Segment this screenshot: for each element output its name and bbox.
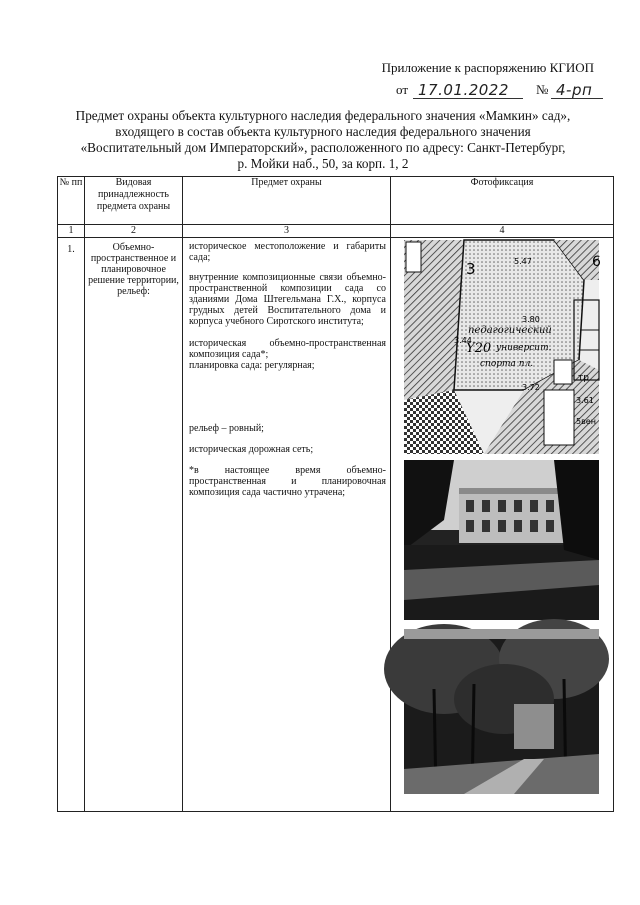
column-number-row — [58, 225, 614, 238]
title-line: входящего в состав объекта культурного наследия федерального значения — [115, 124, 531, 139]
appendix-caption: Приложение к распоряжению КГИОП — [381, 60, 594, 75]
header-kind: Видовая принадлежность предмета охраны — [85, 177, 183, 225]
map-label: 5вен — [576, 417, 596, 426]
header-row — [58, 177, 614, 225]
garden-photo — [404, 629, 599, 794]
subject-item: историческая дорожная сеть; — [189, 444, 314, 455]
order-line — [396, 80, 606, 102]
subject-item: историческое местоположение и габариты сада; — [189, 241, 386, 263]
garden-photo-drawing — [404, 629, 599, 794]
col-number: 2 — [85, 225, 183, 238]
subject-cell — [183, 238, 391, 812]
photo-cell — [391, 238, 614, 812]
map-elevation: 3.72 — [522, 383, 540, 392]
table-row — [58, 238, 614, 812]
row-number-cell — [58, 238, 85, 812]
title-line: «Воспитательный дом Императорский», расположенного по адресу: Санкт-Петербург, — [80, 140, 566, 155]
header-num: № пп — [58, 177, 85, 225]
row-number: 1. — [67, 244, 75, 255]
title-line: р. Мойки наб., 50, за корп. 1, 2 — [237, 156, 409, 171]
subject-item: внутренние композиционные связи объемно-пространственной композиции сада со зданиями Дома Штегельмана Г.Х., корпуса грудных детей Воспитательного дома и корпуса учебного Сиротского института; — [189, 272, 386, 327]
map-label: спорта пл. — [480, 359, 534, 369]
kind-cell — [85, 238, 183, 812]
map-elevation: 3.44 — [454, 336, 472, 345]
title-line: Предмет охраны объекта культурного наследия федерального значения «Мамкин» сад», — [75, 108, 571, 123]
map-plot-number: 3 — [466, 260, 476, 278]
document-title — [40, 108, 606, 172]
order-date: 17.01.2022 — [418, 81, 509, 99]
order-number-label: № — [536, 82, 549, 97]
building-photo — [404, 460, 599, 620]
map-plot-number: 6 — [592, 254, 601, 270]
col-number: 3 — [183, 225, 391, 238]
subject-item: историческая объемно-пространственная композиция сада*; — [189, 338, 386, 360]
protection-table — [57, 176, 614, 812]
site-plan-map — [404, 240, 599, 454]
building-photo-drawing — [404, 460, 599, 620]
map-elevation: 3.80 — [522, 315, 540, 324]
map-label: педагогический — [468, 325, 552, 336]
subject-item: рельеф – ровный; — [189, 423, 264, 434]
map-label: университ. — [496, 343, 552, 353]
subject-item: *в настоящее время объемно-пространственная и планировочная композиция сада частично утрачена; — [189, 465, 386, 498]
header-subject: Предмет охраны — [183, 177, 391, 225]
kind-text: Объемно-пространственное и планировочное решение территории, рельеф: — [88, 242, 179, 297]
map-label: тр — [578, 373, 589, 383]
subject-item: планировка сада: регулярная; — [189, 360, 315, 371]
col-number: 4 — [391, 225, 614, 238]
order-number: 4-рп — [556, 81, 593, 99]
map-elevation: 3.61 — [576, 396, 594, 405]
site-plan-drawing — [404, 240, 599, 454]
map-elevation: 5.47 — [514, 257, 532, 266]
map-label: Y20 — [466, 341, 492, 356]
col-number: 1 — [58, 225, 85, 238]
header-photo: Фотофиксация — [391, 177, 614, 225]
order-date-prefix: от — [396, 82, 409, 97]
